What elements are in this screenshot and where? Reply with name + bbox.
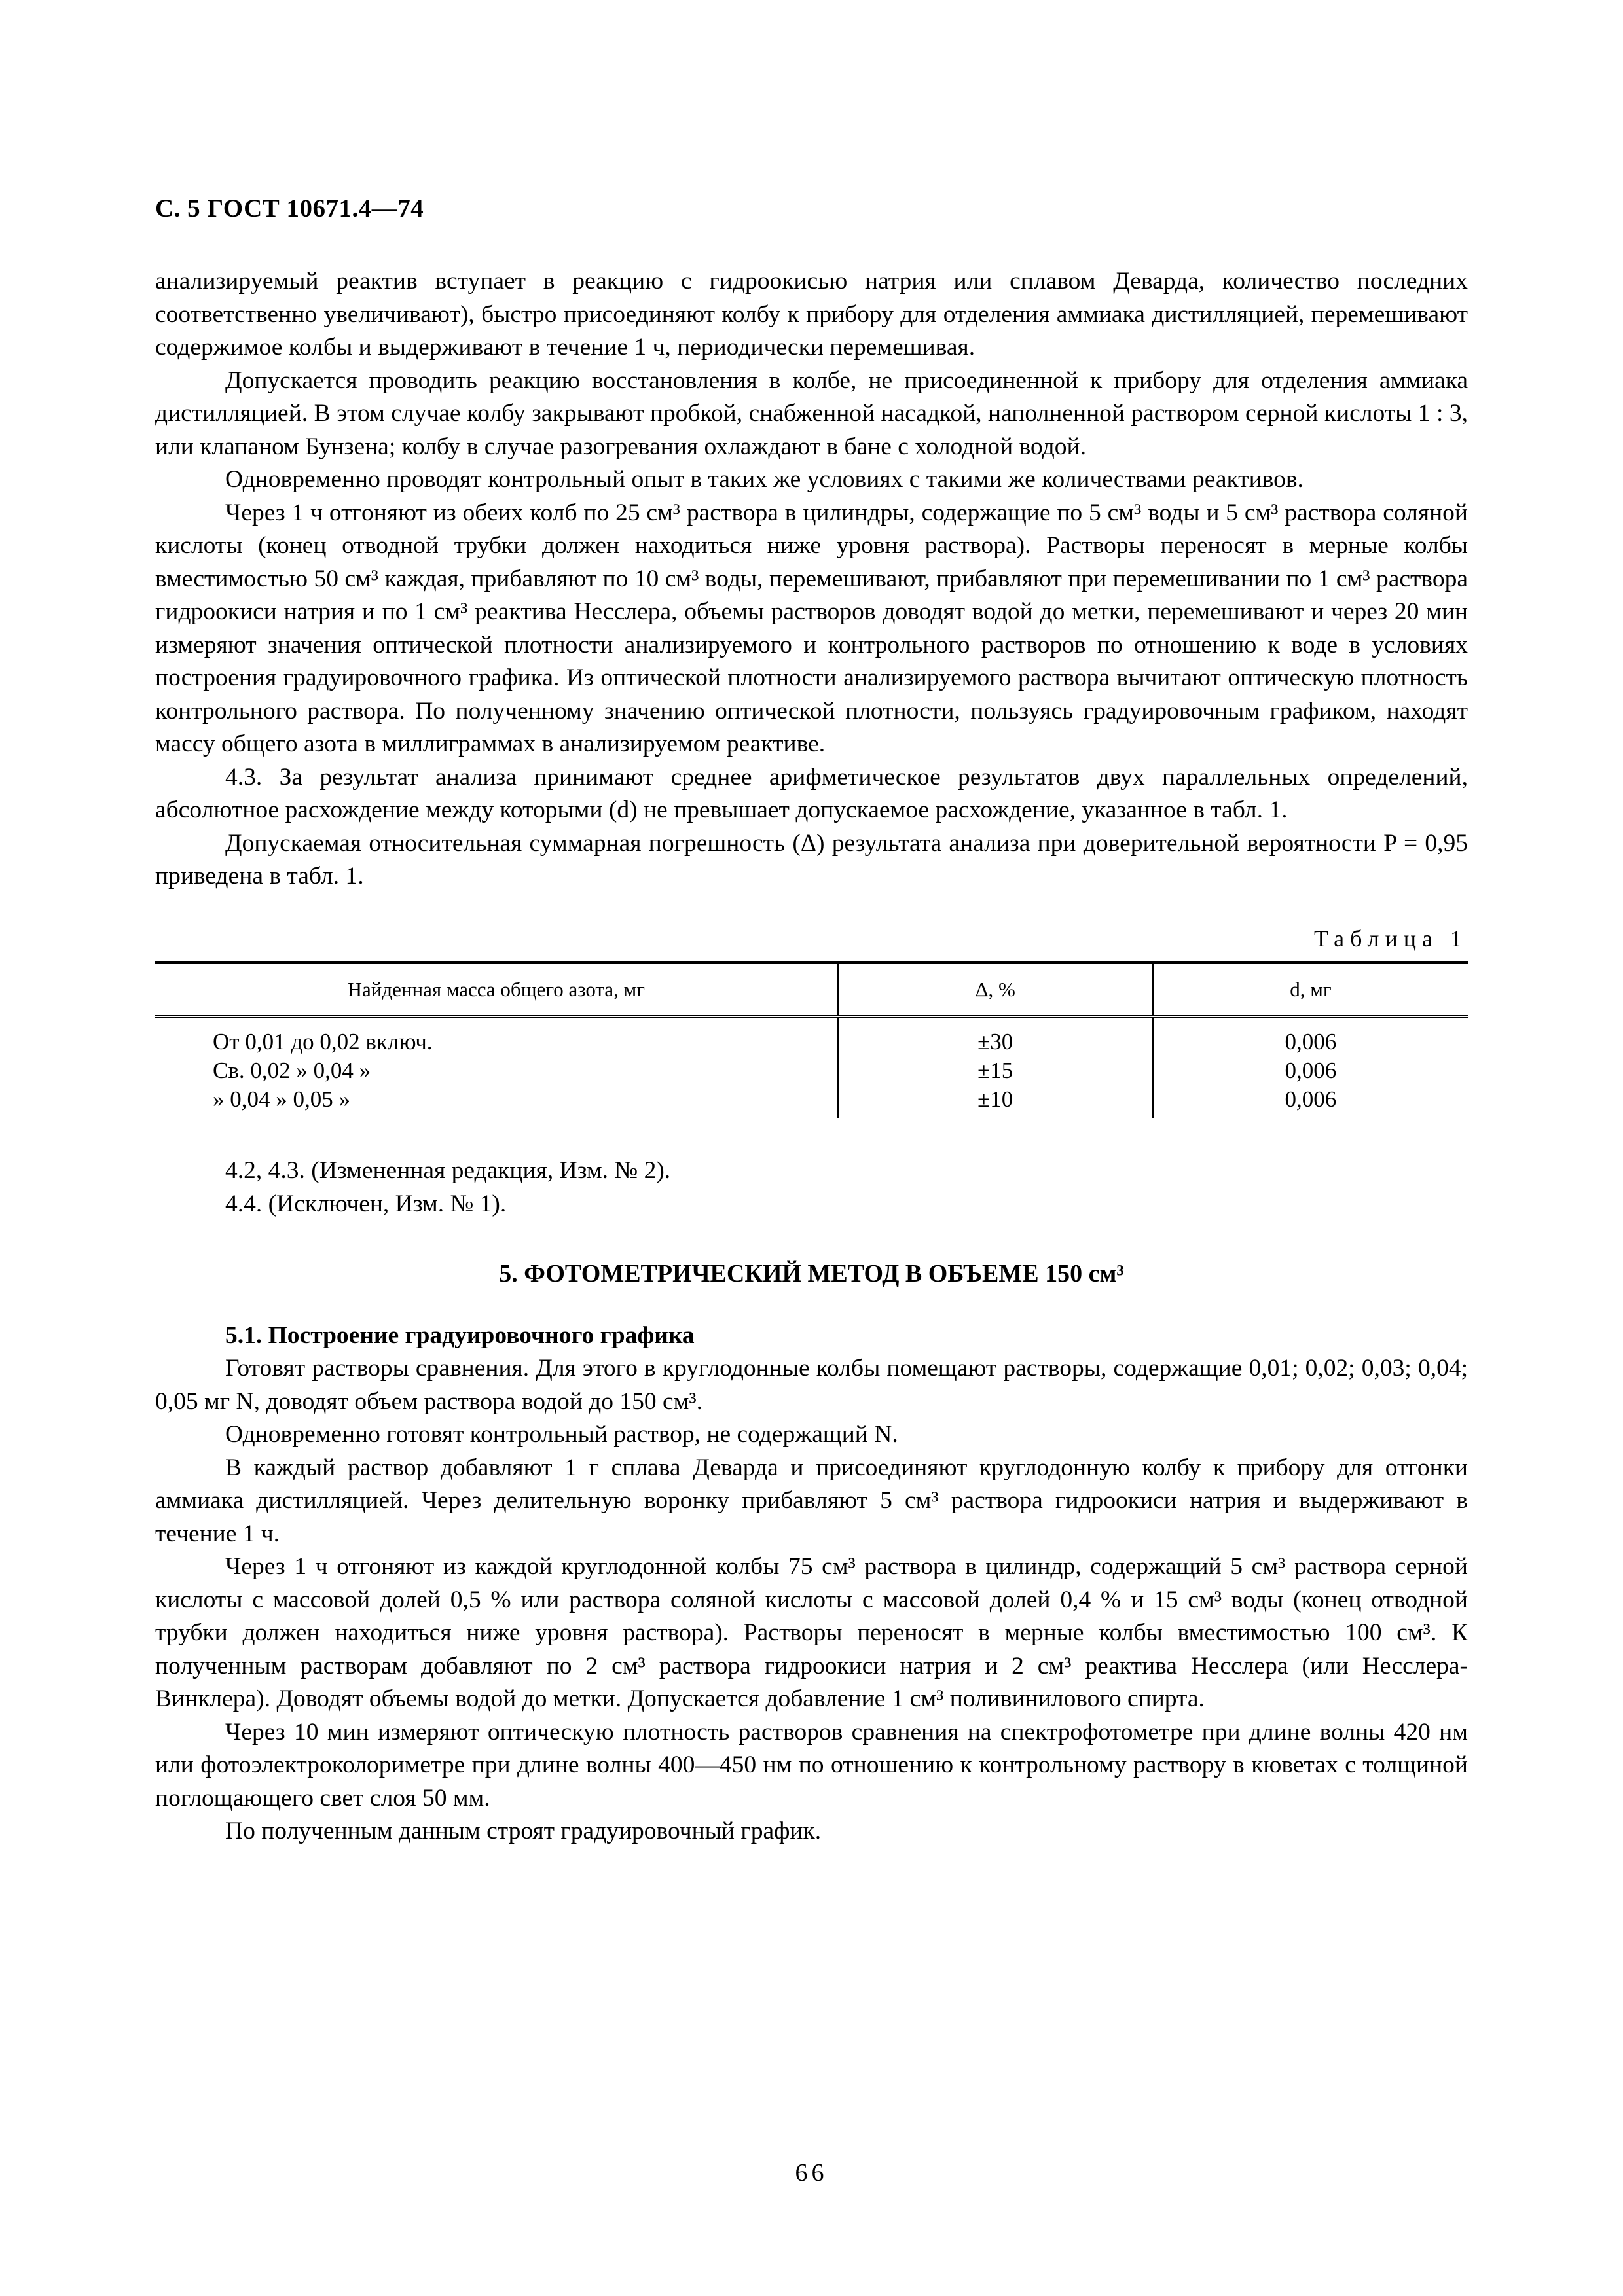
cell-line: » 0,04 » 0,05 » (213, 1086, 350, 1112)
cell-line: Св. 0,02 » 0,04 » (213, 1058, 371, 1083)
paragraph: 4.3. За результат анализа принимают среднее арифметическое результатов двух параллельных определений, абсолютное расхождение между которыми (d) не превышает допускаемое расхождение, указанное в табл. 1. (155, 763, 1468, 823)
paragraph: Допускается проводить реакцию восстановления в колбе, не присоединенной к прибору для отделения аммиака дистилляцией. В этом случае колбу закрывают пробкой, снабженной насадкой, наполненной раствором серной кислоты 1 : 3, или клапаном Бунзена; колбу в случае разогревания охлаждают в бане с холодной водой. (155, 367, 1468, 460)
cell-line: ±15 (977, 1058, 1013, 1083)
table-header-d: d, мг (1153, 963, 1468, 1017)
paragraph: Одновременно проводят контрольный опыт в таких же условиях с такими же количествами реактивов. (225, 466, 1304, 493)
table-cell (838, 1017, 1153, 1119)
table-caption: Таблица 1 (1314, 925, 1468, 952)
amendment-note: 4.2, 4.3. (Измененная редакция, Изм. № 2). (225, 1157, 671, 1184)
table-cell (155, 1017, 838, 1119)
cell-line: 0,006 (1285, 1086, 1337, 1112)
paragraph: Готовят растворы сравнения. Для этого в круглодонные колбы помещают растворы, содержащие 0,01; 0,02; 0,03; 0,04; 0,05 мг N, доводят объем раствора водой до 150 см³. (155, 1355, 1468, 1415)
section-title: 5. ФОТОМЕТРИЧЕСКИЙ МЕТОД В ОБЪЕМЕ 150 см³ (499, 1260, 1124, 1287)
page-content (155, 265, 1468, 1848)
data-table (155, 961, 1468, 1118)
cell-line: От 0,01 до 0,02 включ. (213, 1029, 433, 1054)
table-header-mass: Найденная масса общего азота, мг (155, 963, 838, 1017)
paragraph: Через 1 ч отгоняют из обеих колб по 25 см³ раствора в цилиндры, содержащие по 5 см³ воды и 5 см³ раствора соляной кислоты (конец отводной трубки должен находиться ниже уровня раствора). Растворы переносят в мерные колбы вместимостью 50 см³ каждая, прибавляют по 10 см³ воды, перемешивают, прибавляют при перемешивании по 1 см³ раствора гидроокиси натрия и по 1 см³ реактива Несслера, объемы растворов доводят водой до метки, перемешивают и через 20 мин измеряют значения оптической плотности анализируемого и контрольного растворов по отношению к воде в условиях построения градуировочного графика. Из оптической плотности анализируемого раствора вычитают оптическую плотность контрольного раствора. По полученному значению оптической плотности, пользуясь градуировочным графиком, находят массу общего азота в миллиграммах в анализируемом реактиве. (155, 499, 1468, 757)
table-row (155, 1017, 1468, 1119)
amendment-notes (155, 1155, 1468, 1221)
paragraph: Через 1 ч отгоняют из каждой круглодонной колбы 75 см³ раствора в цилиндр, содержащий 5 см³ раствора серной кислоты с массовой долей 0,5 % или раствора соляной кислоты с массовой долей 0,4 % и 15 см³ воды (конец отводной трубки должен находиться ниже уровня раствора). Растворы переносят в мерные колбы вместимостью 100 см³. К полученным растворам добавляют по 2 см³ раствора гидроокиси натрия и 2 см³ реактива Несслера (или Несслера-Винклера). Доводят объемы водой до метки. Допускается добавление 1 см³ поливинилового спирта. (155, 1553, 1468, 1712)
table-cell (1153, 1017, 1468, 1119)
paragraph: В каждый раствор добавляют 1 г сплава Деварда и присоединяют круглодонную колбу к прибору для отгонки аммиака дистилляцией. Через делительную воронку прибавляют 5 см³ раствора гидроокиси натрия и выдерживают в течение 1 ч. (155, 1454, 1468, 1547)
page-number: 66 (795, 2159, 828, 2187)
cell-line: ±10 (977, 1086, 1013, 1112)
table-header-row (155, 963, 1468, 1017)
amendment-note: 4.4. (Исключен, Изм. № 1). (225, 1190, 507, 1217)
subsection-title: 5.1. Построение градуировочного графика (225, 1321, 695, 1349)
paragraph: анализируемый реактив вступает в реакцию с гидроокисью натрия или сплавом Деварда, количество последних соответственно увеличивают), быстро присоединяют колбу к прибору для отделения аммиака дистилляцией, перемешивают содержимое колбы и выдерживают в течение 1 ч, периодически перемешивая. (155, 268, 1468, 361)
cell-line: ±30 (977, 1029, 1013, 1054)
table-header-delta: Δ, % (838, 963, 1153, 1017)
paragraph: Через 10 мин измеряют оптическую плотность растворов сравнения на спектрофотометре при длине волны 420 нм или фотоэлектроколориметре при длине волны 400—450 нм по отношению к контрольному раствору в кюветах с толщиной поглощающего свет слоя 50 мм. (155, 1718, 1468, 1812)
paragraph: По полученным данным строят градуировочный график. (225, 1818, 822, 1844)
page-header: С. 5 ГОСТ 10671.4—74 (155, 194, 424, 223)
paragraph: Одновременно готовят контрольный раствор, не содержащий N. (225, 1421, 898, 1448)
cell-line: 0,006 (1285, 1058, 1337, 1083)
paragraph: Допускаемая относительная суммарная погрешность (Δ) результата анализа при доверительной вероятности P = 0,95 приведена в табл. 1. (155, 829, 1468, 889)
cell-line: 0,006 (1285, 1029, 1337, 1054)
